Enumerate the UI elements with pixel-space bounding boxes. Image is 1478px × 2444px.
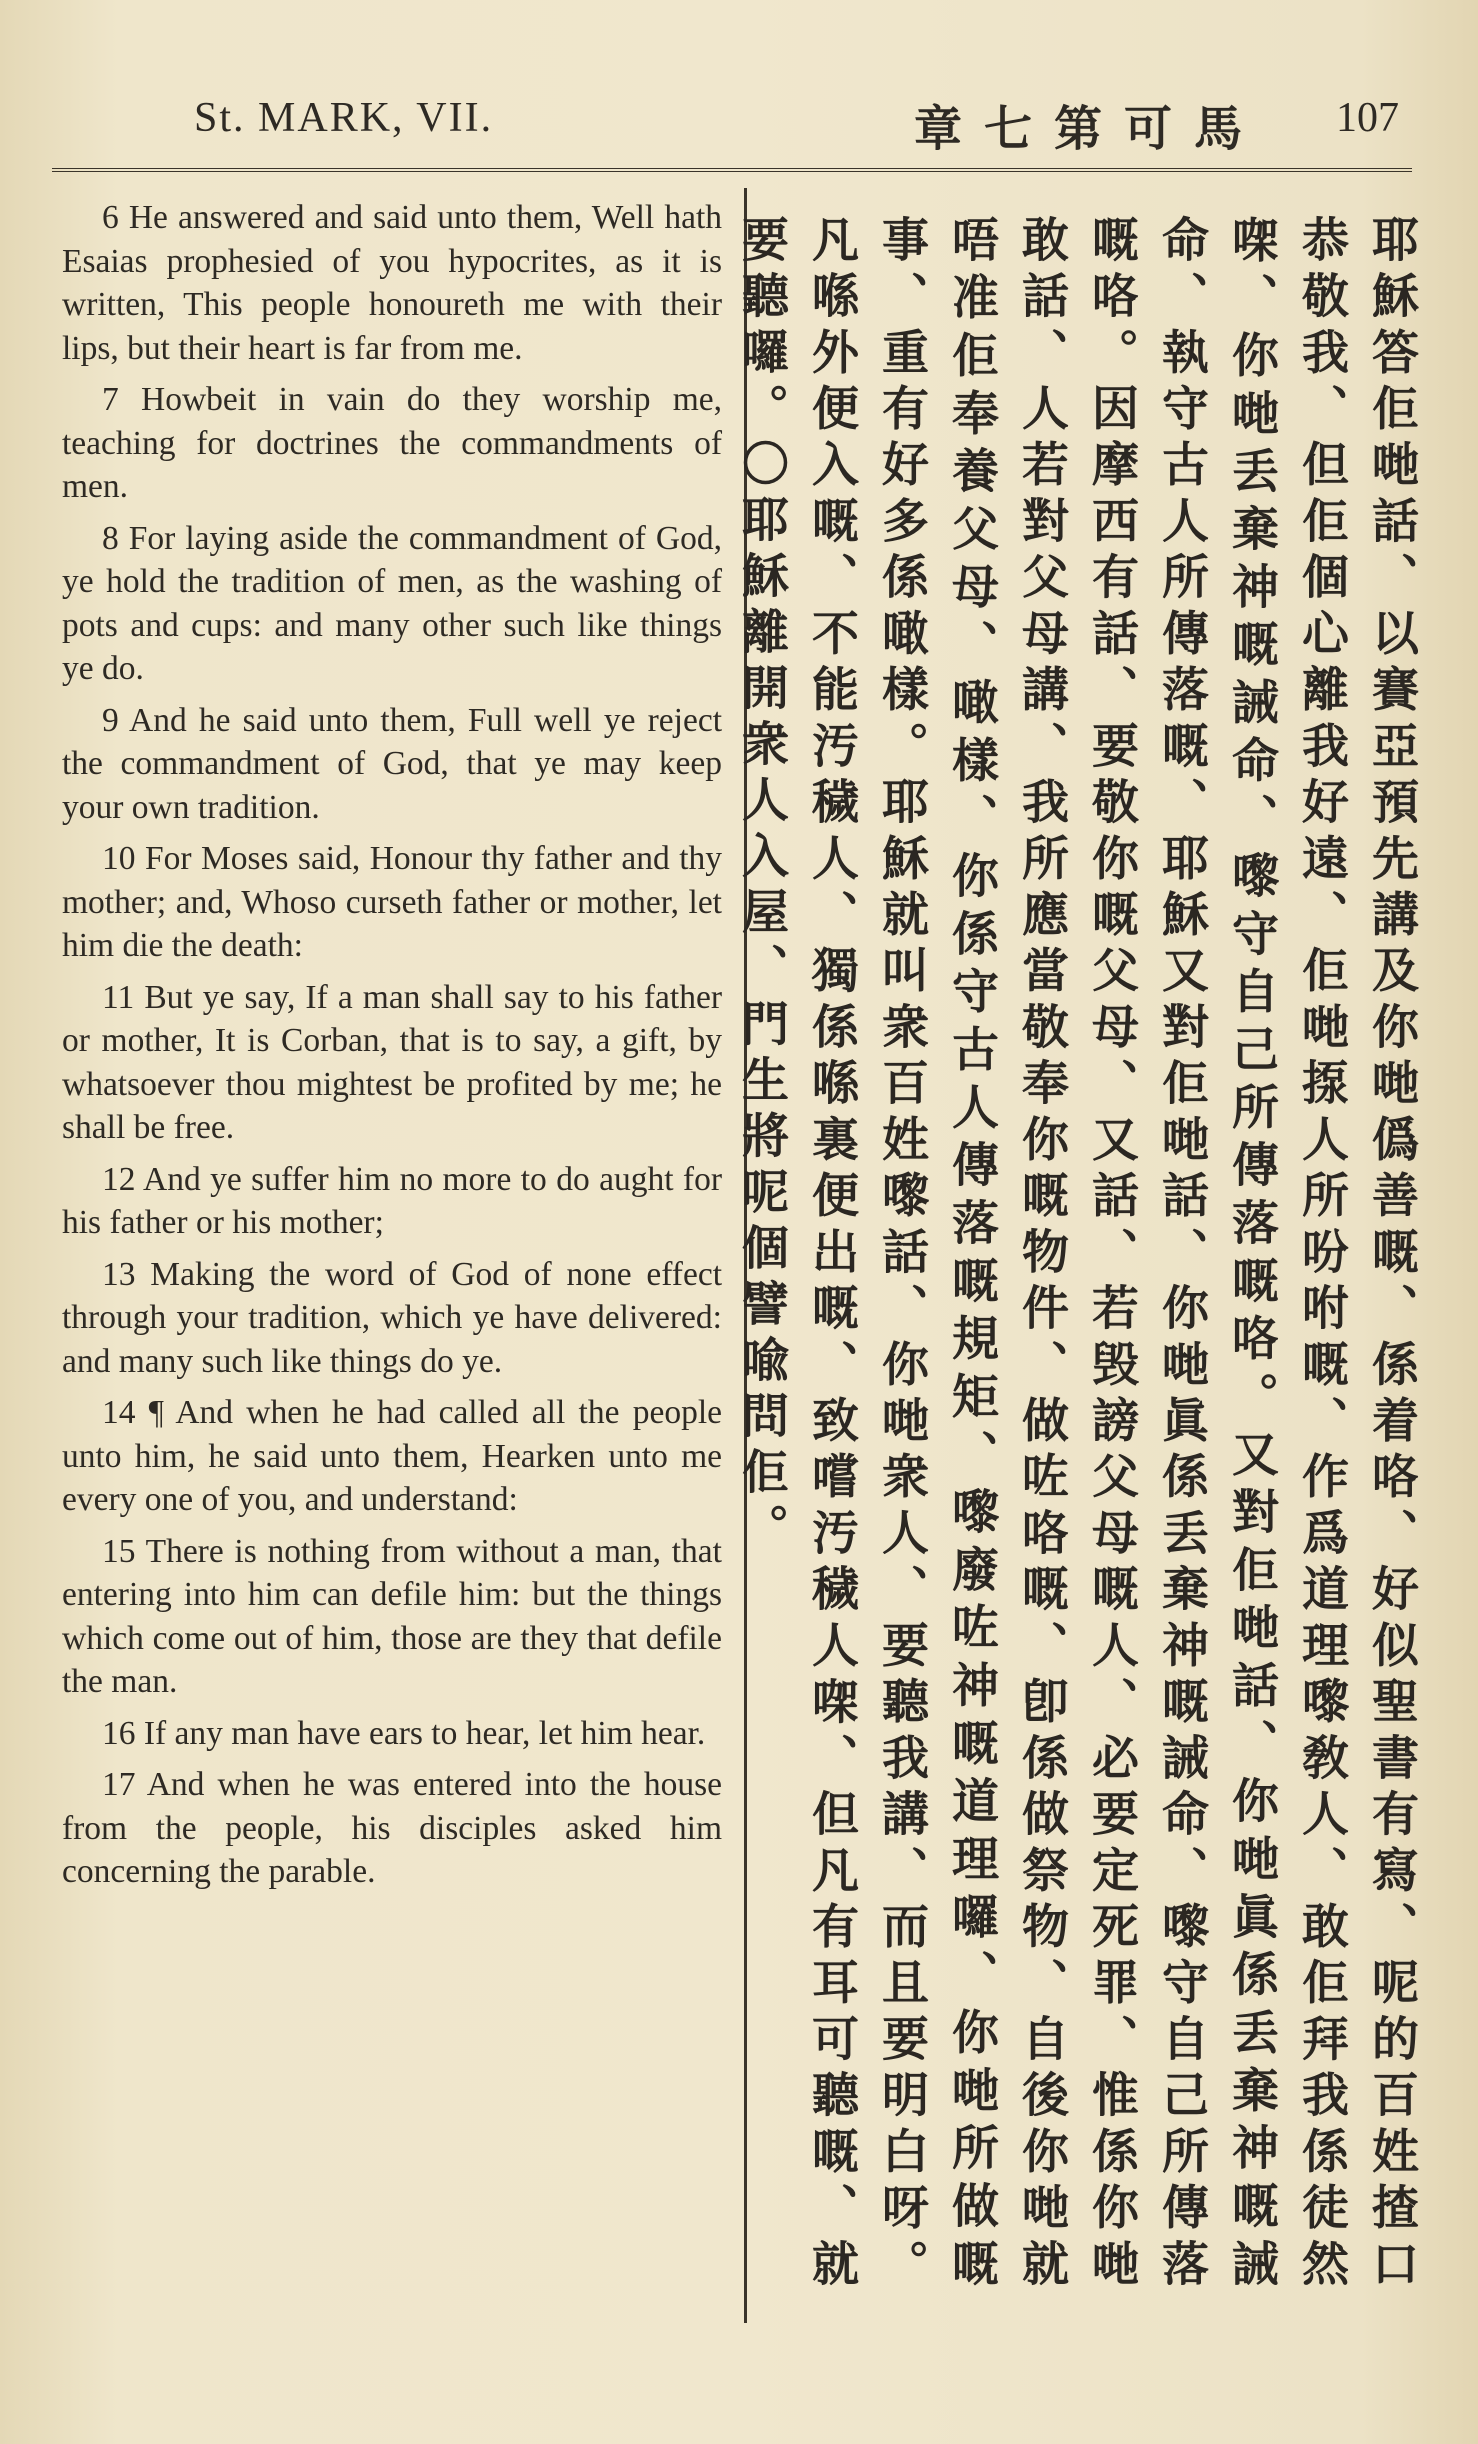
verse-14: 14 ¶ And when he had called all the people unto him, he said unto them, Hearken unto me every one of you, and understand: (62, 1394, 722, 1518)
verse-9: 9 And he said unto them, Full well ye reject the commandment of God, that ye may keep your own tradition. (62, 701, 722, 826)
page-number: 107 (1336, 95, 1399, 141)
chinese-running-title: 章七第可馬 (914, 101, 1265, 157)
header-rule (52, 168, 1412, 172)
verse-10: 10 For Moses said, Honour thy father and thy mother; and, Whoso curseth father or mother, let him die the death: (62, 840, 722, 964)
running-title: St. MARK, VII. (194, 95, 494, 141)
verse-15: 15 There is nothing from without a man, that entering into him can defile him: but the things which come out of him, those are they that defile the man. (62, 1532, 722, 1700)
verse-17: 17 And when he was entered into the house from the people, his disciples asked him concerning the parable. (62, 1766, 722, 1890)
verse-8: 8 For laying aside the commandment of God, ye hold the tradition of men, as the washing of pots and cups: and many other such like things ye do. (62, 519, 722, 687)
page-header (52, 88, 1412, 158)
english-column (62, 196, 722, 1902)
verse-13: 13 Making the word of God of none effect through your tradition, which ye have delivered: and many such like things do ye. (62, 1255, 722, 1380)
chinese-column: 耶穌答佢哋話、以賽亞預先講及你哋僞善嘅、係着咯、好似聖書有寫、呢的百姓揸口恭敬我、但佢個心離我好遠、佢哋揼人所吩咐嘅、作爲道理嚟敎人、敢佢拜我係徒然㗎、你哋丢棄神嘅誡命、嚟守自己所傳落嘅咯。又對佢哋話、你哋眞係丢棄神嘅誡命、執守古人所傳落嘅、耶穌又對佢哋話、你哋眞係丢棄神嘅誡命、嚟守自己所傳落嘅咯。因摩西有話、要敬你嘅父母、又話、若毁謗父母嘅人、必要定死罪、惟係你哋敢話、人若對父母講、我所應當敬奉你嘅物件、做咗咯嘅、卽係做祭物、自後你哋就唔准佢奉養父母、噉樣、你係守古人傳落嘅規矩、嚟廢咗神嘅道理囉、你哋所做嘅事、重有好多係噉樣。耶穌就叫衆百姓嚟話、你哋衆人、要聽我講、而且要明白呀。凡喺外便入嘅、不能汚穢人、獨係喺裏便出嘅、致嚐汚穢人㗎、但凡有耳可聽嘅、就要聽囉。〇耶穌離開衆人入屋、門生將呢個譬喩問佢。 (734, 215, 1419, 2295)
verse-16: 16 If any man have ears to hear, let him hear. (102, 1714, 706, 1752)
verse-12: 12 And ye suffer him no more to do aught for his father or his mother; (62, 1160, 722, 1241)
verse-11: 11 But ye say, If a man shall say to his father or mother, It is Corban, that is to say, a gift, by whatsoever thou mightest be profited by me; he shall be free. (62, 978, 722, 1146)
verse-6: 6 He answered and said unto them, Well hath Esaias prophesied of you hypocrites, as it is written, This people honoureth me with their lips, but their heart is far from me. (62, 199, 722, 367)
verse-7: 7 Howbeit in vain do they worship me, teaching for doctrines the commandments of men. (62, 381, 722, 505)
